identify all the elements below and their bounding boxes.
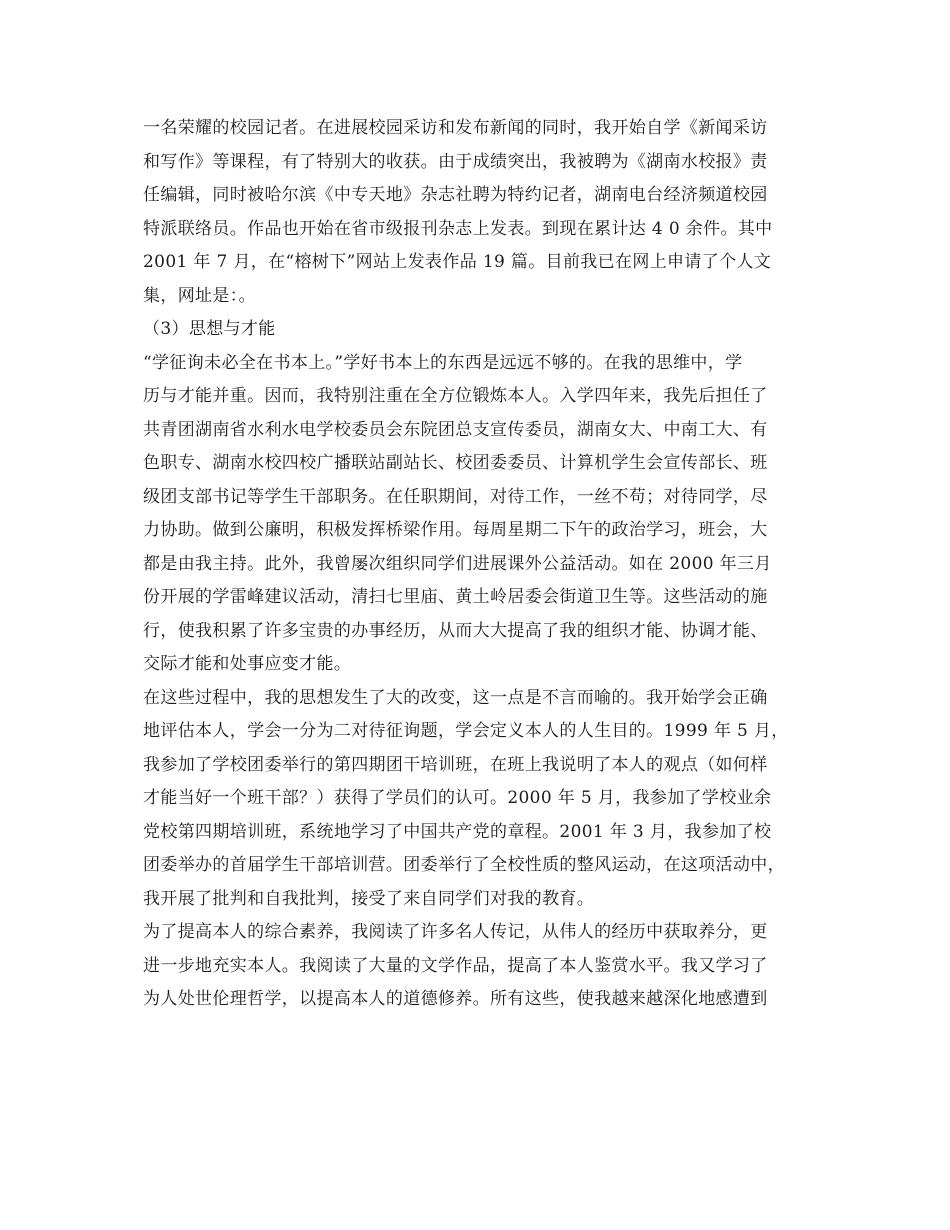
text-line: 一名荣耀的校园记者。在进展校园采访和发布新闻的同时，我开始自学《新闻采访 — [143, 118, 768, 138]
text-line: 行，使我积累了许多宝贵的办事经历，从而大大提高了我的组织才能、协调才能、 — [143, 620, 768, 641]
text-line: 进一步地充实本人。我阅读了大量的文学作品，提高了本人鉴赏水平。我又学习了 — [143, 955, 768, 976]
text-line: 力协助。做到公廉明，积极发挥桥梁作用。每周星期二下午的政治学习，班会，大 — [143, 520, 768, 540]
text-line: 和写作》等课程，有了特别大的收获。由于成绩突出，我被聘为《湖南水校报》责 — [143, 151, 768, 172]
text-line: 党校第四期培训班，系统地学习了中国共产党的章程。2001 年 3 月，我参加了校 — [143, 821, 772, 842]
text-line: 任编辑，同时被哈尔滨《中专天地》杂志社聘为特约记者，湖南电台经济频道校园 — [143, 185, 768, 205]
text-line: 2001 年 7 月，在“榕树下”网站上发表作品 19 篇。目前我已在网上申请了个人文 — [143, 252, 772, 272]
text-line: 交际才能和处事应变才能。 — [143, 654, 352, 674]
text-line: “学征询未必全在书本上。”学好书本上的东西是远远不够的。在我的思维中，学 — [143, 352, 743, 373]
section-heading: （3）思想与才能 — [143, 319, 276, 339]
text-line: 在这些过程中，我的思想发生了大的改变，这一点是不言而喻的。我开始学会正确 — [143, 687, 768, 708]
text-line: 级团支部书记等学生干部职务。在任职期间，对待工作，一丝不苟；对待同学，尽 — [143, 486, 768, 507]
text-line: 团委举办的首届学生干部培训营。团委举行了全校性质的整风运动，在这项活动中， — [143, 855, 785, 875]
text-line: 特派联络员。作品也开始在省市级报刊杂志上发表。到现在累计达 4 0 余件。其中 — [143, 218, 773, 239]
text-line: 为人处世伦理哲学，以提高本人的道德修养。所有这些，使我越来越深化地感遭到 — [143, 989, 768, 1009]
text-line: 地评估本人，学会一分为二对待征询题，学会定义本人的人生目的。1999 年 5 月， — [143, 721, 789, 741]
text-line: 色职专、湖南水校四校广播联站副站长、校团委委员、计算机学生会宣传部长、班 — [143, 453, 768, 473]
text-line: 我开展了批判和自我批判，接受了来自同学们对我的教育。 — [143, 888, 595, 909]
text-line: 才能当好一个班干部？）获得了学员们的认可。2000 年 5 月，我参加了学校业余 — [143, 788, 772, 808]
text-line: 份开展的学雷峰建议活动，清扫七里庙、黄土岭居委会街道卫生等。这些活动的施 — [143, 587, 768, 607]
text-line: 共青团湖南省水利水电学校委员会东院团总支宣传委员，湖南女大、中南工大、有 — [143, 419, 768, 440]
text-line: 都是由我主持。此外，我曾屡次组织同学们进展课外公益活动。如在 2000 年三月 — [143, 553, 772, 574]
text-line: 集，网址是：。 — [143, 285, 256, 306]
text-line: 为了提高本人的综合素养，我阅读了许多名人传记，从伟人的经历中获取养分，更 — [143, 922, 768, 942]
text-line: 历与才能并重。因而，我特别注重在全方位锻炼本人。入学四年来，我先后担任了 — [143, 386, 768, 406]
text-line: 我参加了学校团委举行的第四期团干培训班，在班上我说明了本人的观点（如何样 — [143, 754, 768, 775]
body-text — [143, 112, 823, 1017]
